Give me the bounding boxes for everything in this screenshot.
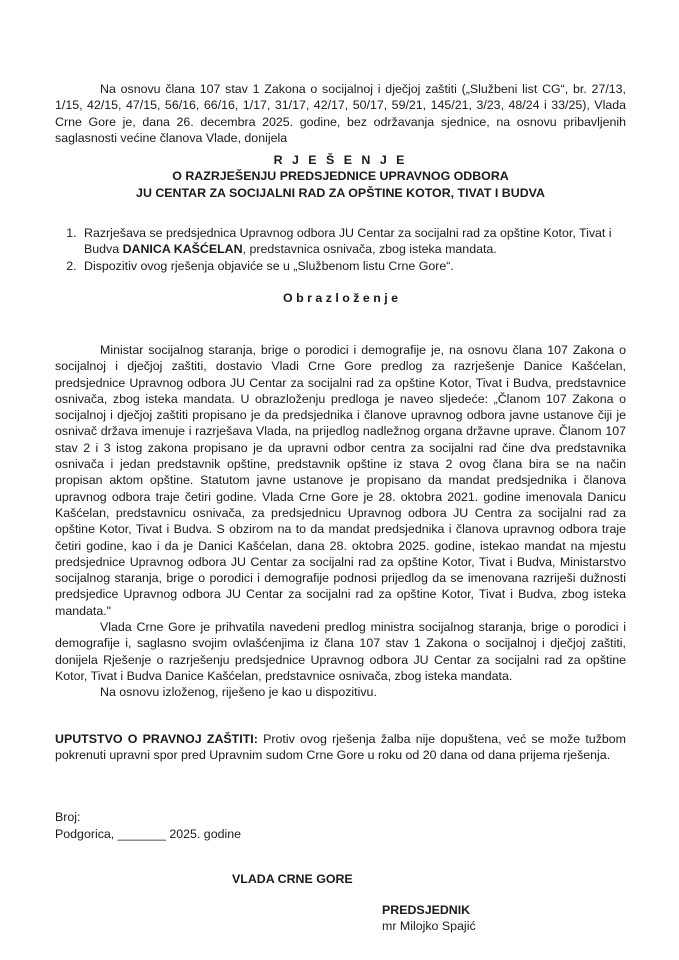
reasoning-paragraph-2: Vlada Crne Gore je prihvatila navedeni predlog ministra socijalnog staranja, brige o porodici i demografije i, saglasno svojim ovlašćenjima iz člana 107 stav 1 Zakona o socijalnoj i dječjoj zaštiti, donijela Rješenje o razrješenju predsjednice Upravnog odbora JU Centar za socijalni rad za opštine Kotor, Tivat i Budva Danice Kašćelan, predstavnice osnivača, zbog isteka mandata.: [55, 620, 626, 683]
document-title: [55, 152, 626, 201]
item-text: , predstavnica osnivača, zbog isteka mandata.: [242, 242, 497, 257]
place-date: Podgorica, _______ 2025. godine: [55, 827, 242, 841]
person-name: DANICA KAŠĆELAN: [122, 242, 243, 257]
reasoning-paragraph-3: Na osnovu izloženog, riješeno je kao u dispozitivu.: [100, 685, 377, 700]
reasoning-heading: [55, 290, 626, 306]
title-subject: O RAZRJEŠENJU PREDSJEDNICE UPRAVNOG ODBORA: [172, 169, 509, 184]
reasoning-body: [55, 342, 626, 701]
dispositive-item-1: [80, 225, 626, 258]
document-number: Broj:: [55, 810, 81, 824]
title-resenje: R J E Š E N J E: [273, 153, 408, 167]
legal-remedy-label: UPUTSTVO O PRAVNOJ ZAŠTITI:: [55, 732, 258, 746]
reasoning-paragraph-1: Ministar socijalnog staranja, brige o porodici i demografije je, na osnovu člana 107 Zakona o socijalnoj i dječjoj zaštiti, dostavio Vladi Crne Gore predlog za razrješenje Danice Kašćelan, predsjednice Upravnog odbora JU Centar za socijalni rad za opštine Kotor, Tivat i Budva, predstavnice osnivača, zbog isteka mandata. U obrazloženju predloga je naveo sljedeće: „Članom 107 Zakona o socijalnoj i dječjoj zaštiti propisano je da predsjednika i članove upravnog odbora javne ustanove čiji je osnivač država imenuje i razrješava Vlada, na prijedlog nadležnog organa državne uprave. Članom 107 stav 2 i 3 istog zakona propisano je da upravni odbor centra za socijalni rad čine dva predstavnika osnivača i jedan predstavnik opštine, predstavnik opštine iz stava 2 ovog člana bira se na način propisan aktom opštine. Statutom javne ustanove je propisano da mandat predsjednika i članova upravnog odbora traje četiri godine. Vlada Crne Gore je 28. oktobra 2021. godine imenovala Danicu Kašćelan, predstavnicu osnivača, za predsjednicu Upravnog odbora JU Centra za socijalni rad za opštine Kotor, Tivat i Budva. S obzirom na to da mandat predsjednika i članova upravnog odbora traje četiri godine, kao i da je Danici Kašćelan, dana 28. oktobra 2025. godine, istekao mandat na mjestu predsjednice Upravnog odbora JU Centar za socijalni rad za opštine Kotor, Tivat i Budva, Ministarstvo socijalnog staranja, brige o porodici i demografije podnosi prijedlog da se imenovana razriješi dužnosti predsjedice Upravnog odbora JU Centar za socijalni rad za opštine Kotor, Tivat i Budva, zbog isteka mandata.": [55, 343, 626, 618]
signatory-name: mr Milojko Spajić: [382, 919, 476, 933]
title-institution: JU CENTAR ZA SOCIJALNI RAD ZA OPŠTINE KOTOR, TIVAT I BUDVA: [136, 185, 545, 200]
dispositive-list: [40, 225, 626, 274]
legal-remedy-text: Protiv ovog rješenja žalba nije dopuštena, već se može tužbom pokrenuti upravni spor pred Upravnim sudom Crne Gore u roku od 20 dana od dana prijema rješenja.: [55, 732, 626, 763]
dispositive-item-2: 2. Dispozitiv ovog rješenja objaviće se u „Službenom listu Crne Gore“.: [80, 258, 626, 274]
item-text: Razrješava se predsjednica Upravnog odbora JU Centar za socijalni rad za opštine Kotor, Tivat i Budva: [84, 226, 612, 257]
heading-text: O b r a z l o ž e n j e: [283, 291, 398, 305]
legal-remedy: [55, 731, 626, 764]
intro-paragraph: Na osnovu člana 107 stav 1 Zakona o socijalnoj i dječjoj zaštiti („Službeni list CG“, br. 27/13, 1/15, 42/15, 47/15, 56/16, 66/16, 1/17, 31/17, 42/17, 50/17, 59/21, 145/21, 3/23, 48/24 i 33/25), Vlada Crne Gore je, dana 26. decembra 2025. godine, bez održavanja sjednice, na osnovu pribavljenih saglasnosti većine članova Vlade, donijela: [55, 82, 626, 145]
signatory-title: PREDSJEDNIK: [382, 903, 471, 917]
government-name: VLADA CRNE GORE: [232, 872, 353, 886]
